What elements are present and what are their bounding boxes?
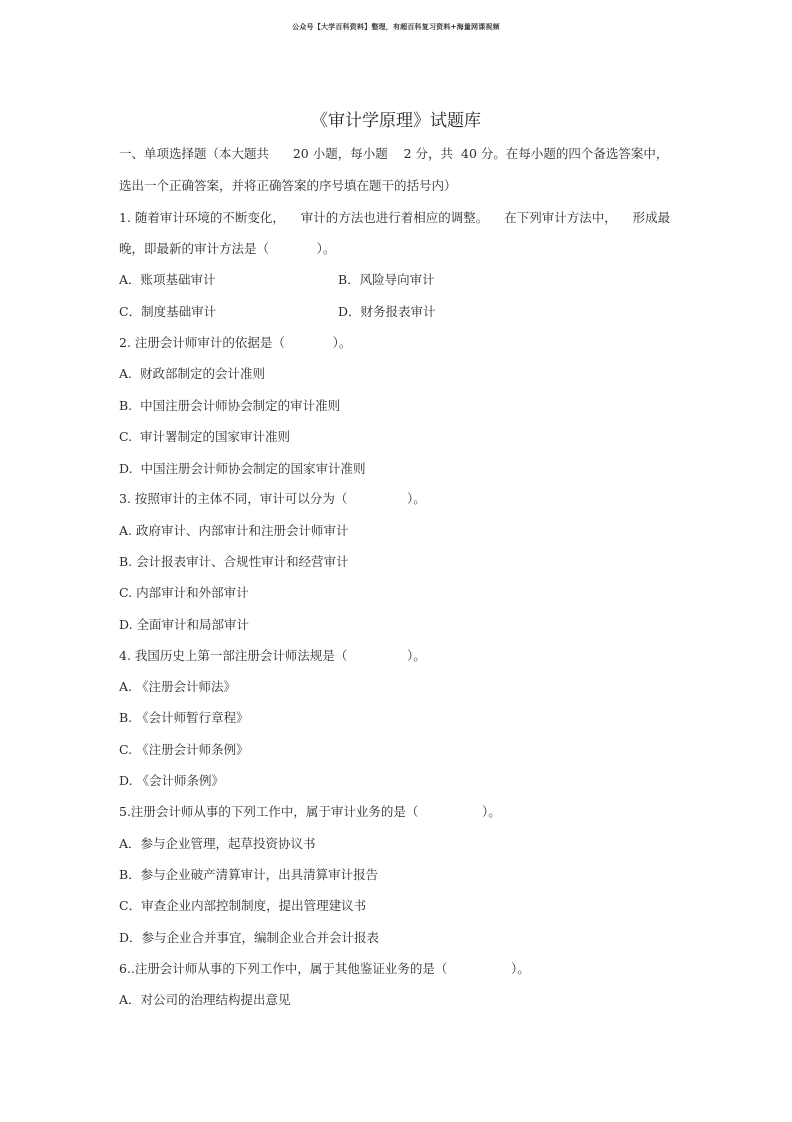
question-1-option-b: B．风险导向审计 — [338, 272, 435, 287]
section-intro-line2: 选出一个正确答案，并将正确答案的序号填在题干的括号内） — [119, 178, 457, 193]
question-4-option-b: B. 《会计师暂行章程》 — [119, 710, 249, 725]
question-3-stem: 3. 按照审计的主体不同，审计可以分为（ ）。 — [119, 491, 426, 506]
question-3-option-a: A. 政府审计、内部审计和注册会计师审计 — [119, 523, 349, 538]
section-intro-line1: 一、单项选择题（本大题共 20 小题，每小题 2 分，共 40 分。在每小题的四个备选答案中， — [119, 146, 669, 161]
question-1-option-a: A．账项基础审计 — [119, 272, 216, 287]
question-4-stem: 4. 我国历史上第一部注册会计师法规是（ ）。 — [119, 648, 426, 663]
question-2-option-c: C. 审计署制定的国家审计准则 — [119, 429, 291, 444]
question-2-stem: 2. 注册会计师审计的依据是（ ）。 — [119, 335, 352, 350]
question-3-option-b: B. 会计报表审计、合规性审计和经营审计 — [119, 554, 349, 569]
question-1-stem-line1: 1. 随着审计环境的不断变化， 审计的方法也进行着相应的调整。 在下列审计方法中， 形成最 — [119, 210, 671, 225]
question-4-option-c: C. 《注册会计师条例》 — [119, 742, 249, 757]
question-2-option-a: A. 财政部制定的会计准则 — [119, 366, 265, 381]
question-3-option-c: C. 内部审计和外部审计 — [119, 585, 249, 600]
question-5-option-c: C．审查企业内部控制制度，提出管理建议书 — [119, 898, 367, 913]
question-2-option-b: B. 中国注册会计师协会制定的审计准则 — [119, 398, 341, 413]
question-5-stem: 5.注册会计师从事的下列工作中，属于审计业务的是（ ）。 — [119, 804, 501, 819]
question-1-option-d: D．财务报表审计 — [338, 304, 436, 319]
header-note: 公众号【大学百科资料】整理，有超百科复习资料+海量网课视频 — [292, 22, 500, 31]
question-1-stem-line2: 晚，即最新的审计方法是（ ）。 — [119, 241, 336, 256]
question-5-option-b: B．参与企业破产清算审计，出具清算审计报告 — [119, 867, 379, 882]
page-title: 《审计学原理》试题库 — [311, 111, 481, 131]
question-6-option-a: A．对公司的治理结构提出意见 — [119, 992, 291, 1007]
question-1-option-c: C．制度基础审计 — [119, 304, 217, 319]
question-2-option-d: D. 中国注册会计师协会制定的国家审计准则 — [119, 461, 366, 476]
question-4-option-d: D. 《会计师条例》 — [119, 773, 225, 788]
question-6-stem: 6..注册会计师从事的下列工作中，属于其他鉴证业务的是（ ）。 — [119, 961, 530, 976]
question-3-option-d: D. 全面审计和局部审计 — [119, 617, 250, 632]
question-5-option-d: D．参与企业合并事宜，编制企业合并会计报表 — [119, 930, 380, 945]
question-4-option-a: A. 《注册会计师法》 — [119, 679, 236, 694]
question-5-option-a: A．参与企业管理，起草投资协议书 — [119, 836, 316, 851]
